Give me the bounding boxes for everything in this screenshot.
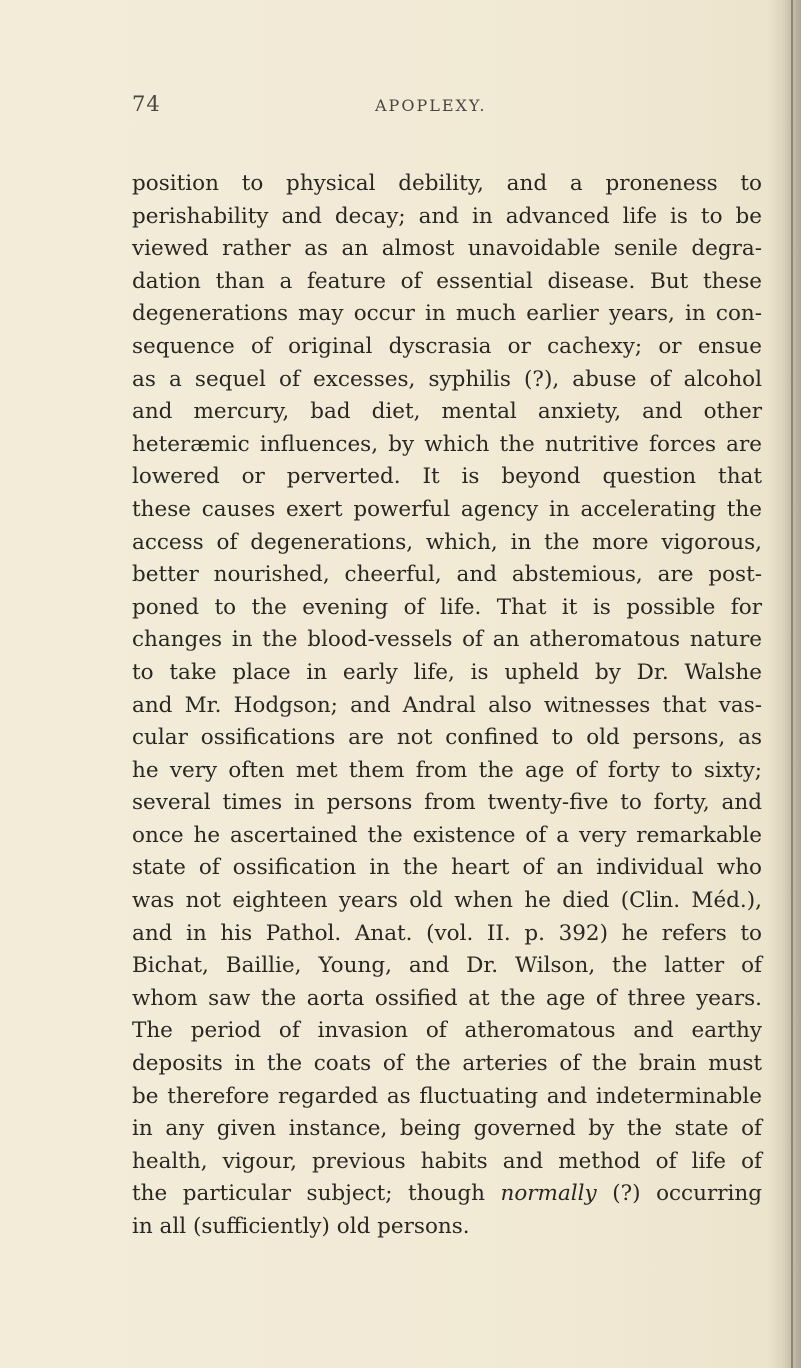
text-line: these causes exert powerful agency in accelerating the [132, 496, 762, 522]
text-line-italic [132, 1178, 762, 1211]
text-line: in any given instance, being governed by the state of [132, 1116, 762, 1142]
text-line: was not eighteen years old when he died (Clin. Méd.), [132, 888, 762, 914]
page-edge-shadow [767, 0, 801, 1368]
text-line: lowered or perverted. It is beyond question that [132, 464, 762, 490]
text-segment: (?) occurring [596, 1181, 762, 1207]
text-line: viewed rather as an almost unavoidable senile degra- [132, 236, 762, 262]
text-line: access of degenerations, which, in the more vigorous, [132, 529, 762, 555]
text-line: and in his Pathol. Anat. (vol. II. p. 392) he refers to [132, 920, 762, 946]
text-line: he very often met them from the age of forty to sixty; [132, 757, 762, 783]
text-line: dation than a feature of essential disease. But these [132, 268, 762, 294]
text-line: deposits in the coats of the arteries of the brain must [132, 1051, 762, 1077]
text-line: degenerations may occur in much earlier years, in con- [132, 301, 762, 327]
text-line: whom saw the aorta ossified at the age of three years. [132, 985, 762, 1011]
text-line: once he ascertained the existence of a very remarkable [132, 822, 762, 848]
body-text [132, 168, 762, 1244]
page-edge-line [791, 0, 793, 1368]
text-line: as a sequel of excesses, syphilis (?), abuse of alcohol [132, 366, 762, 392]
text-line: and mercury, bad diet, mental anxiety, and other [132, 399, 762, 425]
text-line: be therefore regarded as fluctuating and indeterminable [132, 1083, 762, 1109]
text-line: and Mr. Hodgson; and Andral also witnesses that vas- [132, 692, 762, 718]
running-title: APOPLEXY. [375, 96, 487, 115]
text-line: cular ossifications are not confined to old persons, as [132, 725, 762, 751]
text-line: perishability and decay; and in advanced life is to be [132, 203, 762, 229]
italic-word: normally [500, 1181, 597, 1207]
text-line: position to physical debility, and a proneness to [132, 171, 762, 196]
text-line: to take place in early life, is upheld by Dr. Walshe [132, 659, 762, 685]
page-number: 74 [132, 92, 161, 116]
text-segment: the particular subject; though [132, 1181, 501, 1207]
text-line: changes in the blood-vessels of an atheromatous nature [132, 627, 762, 653]
text-line: Bichat, Baillie, Young, and Dr. Wilson, the latter of [132, 953, 762, 979]
text-line: several times in persons from twenty-five to forty, and [132, 790, 762, 816]
text-line: health, vigour, previous habits and method of life of [132, 1148, 762, 1174]
text-line-last: in all (sufficiently) old persons. [132, 1214, 470, 1239]
text-line: The period of invasion of atheromatous and earthy [132, 1018, 762, 1044]
text-line: better nourished, cheerful, and abstemious, are post- [132, 562, 762, 588]
text-line: sequence of original dyscrasia or cachexy; or ensue [132, 333, 762, 359]
running-head [132, 92, 762, 122]
text-line: poned to the evening of life. That it is possible for [132, 594, 762, 620]
text-line: heteræmic influences, by which the nutritive forces are [132, 431, 762, 457]
text-line: state of ossification in the heart of an individual who [132, 855, 762, 881]
